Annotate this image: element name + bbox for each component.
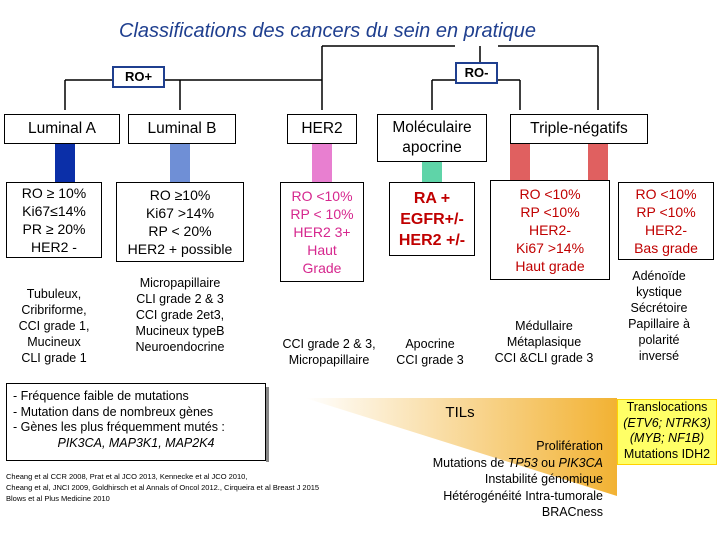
histo-line: polarité bbox=[638, 333, 680, 347]
receptor-box-luminal-b bbox=[116, 182, 244, 262]
histo-line: Métaplasique bbox=[506, 335, 582, 349]
translocations-line: Mutations IDH2 bbox=[623, 446, 711, 461]
histo-line: CCI grade 1, bbox=[18, 319, 90, 333]
tils-feature-line: Instabilité génomique bbox=[484, 472, 603, 486]
translocations-line: Translocations bbox=[626, 400, 708, 414]
header-mol-apo bbox=[377, 114, 487, 162]
tils-feature-line: BRACness bbox=[541, 505, 603, 519]
receptor-line: PR ≥ 20% bbox=[22, 221, 86, 237]
receptor-line: RO <10% bbox=[291, 188, 353, 204]
tils-feature-part: ou bbox=[537, 455, 559, 470]
receptor-line: Haut bbox=[307, 242, 337, 258]
header-luminal-b-text: Luminal B bbox=[147, 120, 217, 137]
receptor-line: RO ≥ 10% bbox=[21, 185, 87, 201]
receptor-line: HER2- bbox=[644, 222, 687, 238]
header-triple-neg bbox=[510, 114, 648, 144]
histo-line: inversé bbox=[638, 349, 680, 363]
references bbox=[6, 471, 396, 504]
receptor-line: EGFR+/- bbox=[400, 210, 464, 228]
receptor-box-luminal-a bbox=[6, 182, 102, 258]
reference-line: Blows et al Plus Medicine 2010 bbox=[6, 494, 110, 503]
histo-line: kystique bbox=[636, 285, 682, 299]
histo-luminal-b bbox=[116, 275, 244, 355]
receptor-line: RA + bbox=[413, 189, 451, 207]
mutations-genes: PIK3CA, MAP3K1, MAP2K4 bbox=[57, 435, 215, 450]
tils-feature-gene: PIK3CA bbox=[558, 455, 603, 470]
mutations-line: - Gènes les plus fréquemment mutés : bbox=[13, 420, 225, 434]
histo-line: Neuroendocrine bbox=[135, 340, 225, 354]
header-luminal-a bbox=[4, 114, 120, 144]
histo-mol-apo bbox=[388, 336, 472, 368]
receptor-line: Ki67≤14% bbox=[22, 203, 86, 219]
tils-feature-line: Hétérogénéité Intra-tumorale bbox=[443, 488, 603, 503]
header-luminal-b bbox=[128, 114, 236, 144]
histo-line: CCI &CLI grade 3 bbox=[494, 351, 594, 365]
header-triple-neg-text: Triple-négatifs bbox=[530, 120, 628, 137]
page-title: Classifications des cancers du sein en pratique bbox=[119, 20, 536, 42]
histo-line: Adénoïde bbox=[632, 269, 686, 283]
histo-her2 bbox=[270, 336, 388, 368]
histo-line: Papillaire à bbox=[628, 317, 690, 331]
receptor-line: Ki67 >14% bbox=[515, 240, 585, 256]
receptor-line: Ki67 >14% bbox=[145, 205, 215, 221]
receptor-line: Bas grade bbox=[634, 240, 698, 256]
receptor-line: RP < 10% bbox=[290, 206, 354, 222]
histo-line: CCI grade 2 & 3, bbox=[282, 337, 376, 351]
receptor-line: HER2 +/- bbox=[398, 231, 466, 249]
receptor-box-her2 bbox=[280, 182, 364, 282]
receptor-line: RP < 20% bbox=[148, 223, 212, 239]
tils-label: TILs bbox=[445, 404, 475, 421]
histo-line: Tubuleux, bbox=[26, 287, 82, 301]
translocations-line: (MYB; NF1B) bbox=[629, 431, 705, 445]
receptor-box-mol-apo bbox=[389, 182, 475, 256]
tils-feature-gene: TP53 bbox=[507, 455, 538, 470]
reference-line: Cheang et al CCR 2008, Prat et al JCO 2013, Kennecke et al JCO 2010, bbox=[6, 472, 248, 481]
mutations-line: - Fréquence faible de mutations bbox=[13, 389, 189, 403]
mutations-line: - Mutation dans de nombreux gènes bbox=[13, 404, 214, 419]
receptor-line: RP <10% bbox=[520, 204, 580, 220]
header-luminal-a-text: Luminal A bbox=[27, 120, 97, 137]
histo-line: CLI grade 2 & 3 bbox=[136, 292, 224, 306]
receptor-line: HER2- bbox=[528, 222, 571, 238]
histo-line: Apocrine bbox=[405, 337, 455, 351]
receptor-line: RO <10% bbox=[635, 186, 697, 202]
tils-feature-line bbox=[378, 455, 603, 472]
receptor-line: Haut grade bbox=[515, 258, 585, 274]
header-mol-apo-text-1: Moléculaire bbox=[392, 119, 472, 136]
receptor-line: HER2 + possible bbox=[127, 241, 233, 257]
histo-line: Mucineux typeB bbox=[135, 324, 225, 338]
histo-tn1 bbox=[482, 318, 606, 366]
header-her2-text: HER2 bbox=[301, 120, 343, 137]
header-her2 bbox=[287, 114, 357, 144]
receptor-line: Grade bbox=[302, 260, 342, 276]
mutations-box-shadow bbox=[266, 383, 270, 462]
tils-features bbox=[378, 438, 603, 521]
histo-line: CCI grade 3 bbox=[396, 353, 464, 367]
receptor-line: RO <10% bbox=[519, 186, 581, 202]
translocations-box bbox=[617, 399, 717, 465]
ro-minus-text: RO- bbox=[464, 65, 489, 80]
tils-feature-line: Prolifération bbox=[536, 439, 603, 453]
receptor-line: RO ≥10% bbox=[149, 187, 211, 203]
histo-line: Micropapillaire bbox=[139, 276, 221, 290]
ro-plus-label bbox=[112, 66, 165, 88]
reference-line: Cheang et al, JNCI 2009, Goldhirsch et al Annals of Oncol 2012., Cirqueira et al Breast J 2015 bbox=[6, 483, 320, 492]
receptor-line: RP <10% bbox=[636, 204, 696, 220]
histo-line: Micropapillaire bbox=[288, 353, 370, 367]
header-mol-apo-text-2: apocrine bbox=[402, 139, 462, 156]
mutations-box bbox=[6, 383, 266, 461]
histo-line: Médullaire bbox=[515, 319, 573, 333]
histo-line: CLI grade 1 bbox=[21, 351, 87, 365]
histo-luminal-a bbox=[6, 286, 102, 366]
ro-minus-label bbox=[455, 62, 498, 84]
histo-line: Cribriforme, bbox=[21, 303, 87, 317]
tils-feature-part: Mutations de bbox=[432, 455, 508, 470]
receptor-box-tn1 bbox=[490, 180, 610, 280]
receptor-line: HER2 - bbox=[31, 239, 77, 255]
histo-line: Sécrétoire bbox=[630, 301, 688, 315]
histo-line: Mucineux bbox=[27, 335, 81, 349]
histo-line: CCI grade 2et3, bbox=[135, 308, 225, 322]
histo-tn2 bbox=[616, 268, 702, 364]
receptor-box-tn2 bbox=[618, 182, 714, 260]
receptor-line: HER2 3+ bbox=[293, 224, 351, 240]
translocations-line: (ETV6; NTRK3) bbox=[623, 415, 711, 430]
ro-plus-text: RO+ bbox=[124, 69, 153, 84]
